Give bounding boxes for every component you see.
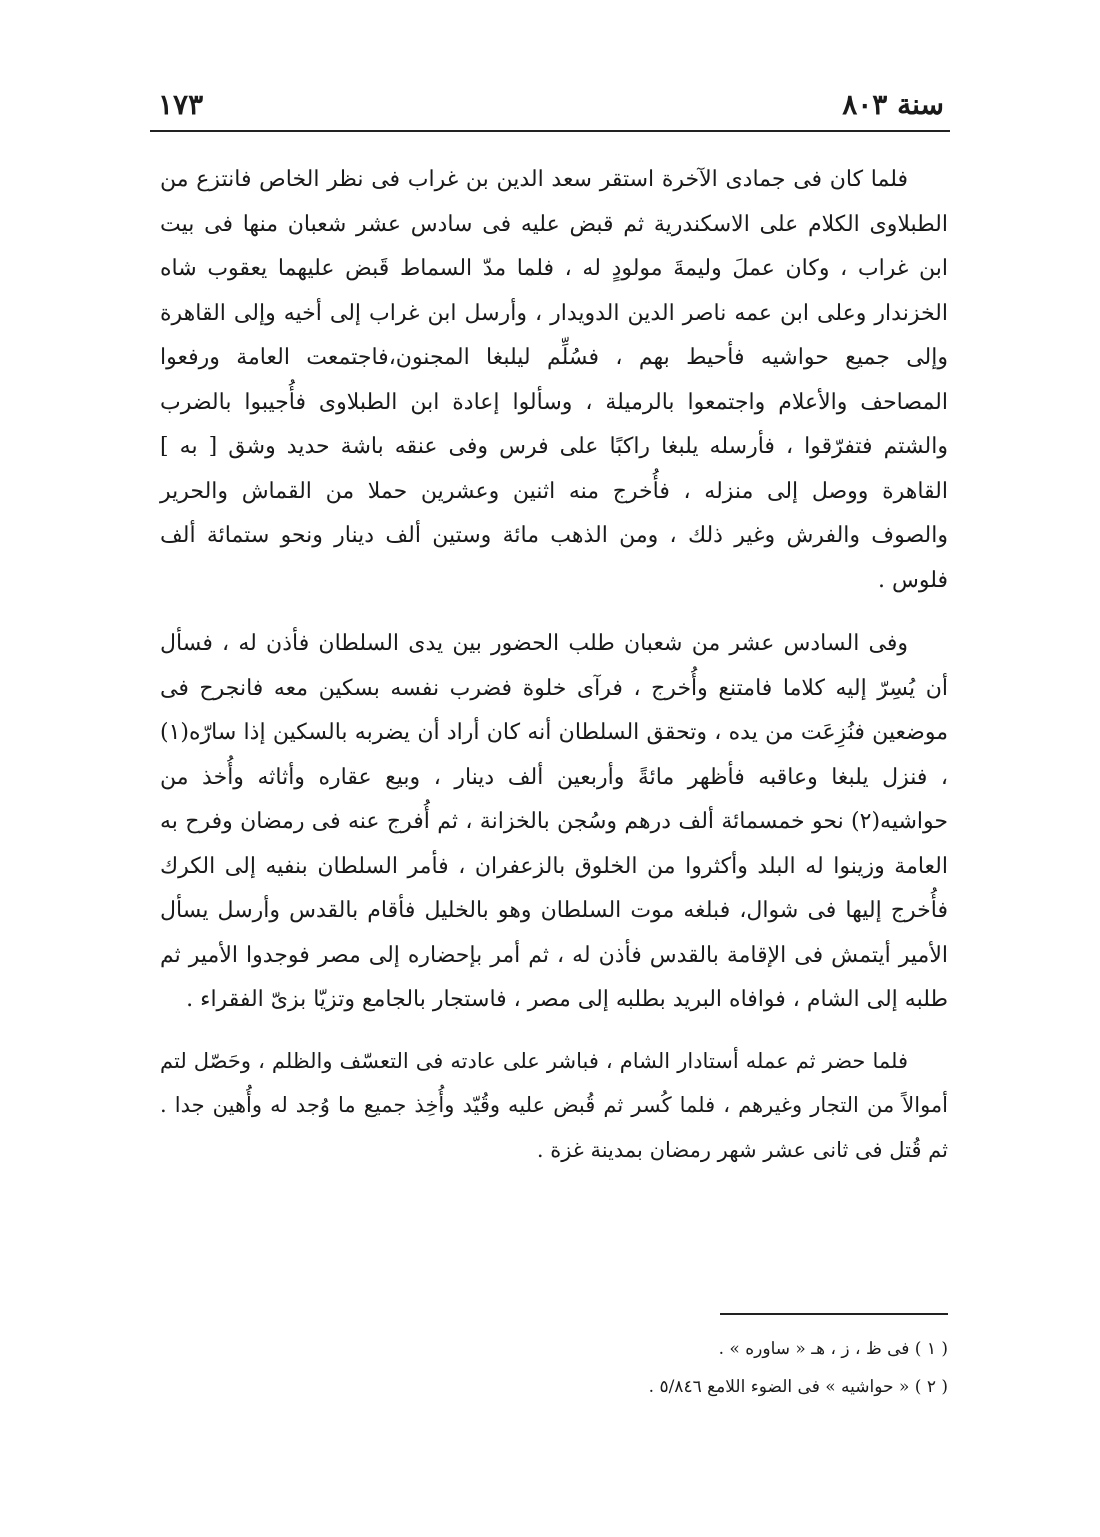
paragraph-2: وفى السادس عشر من شعبان طلب الحضور بين يدى السلطان فأذن له ، فسأل أن يُسِرّ إليه كلاما فامتنع وأُخرج ، فرآى خلوة فضرب نفسه بسكين معه فانجرح فى موضعين فنُزِعَت من يده ، وتحقق السلطان أنه كان أراد أن يضربه بالسكين إذا سارّه(١) ، فنزل يلبغا وعاقبه فأظهر مائةً وأربعين ألف دينار ، وبيع عقاره وأثاثه وأُخذ من حواشيه(٢) نحو خمسمائة ألف درهم وسُجن بالخزانة ، ثم أُفرج عنه فى رمضان وفرح به العامة وزينوا له البلد وأكثروا من الخلوق بالزعفران ، فأمر السلطان بنفيه إلى الكرك فأُخرج إليها فى شوال، فبلغه موت السلطان وهو بالخليل فأقام بالقدس وأرسل يسأل الأمير أيتمش فى الإقامة بالقدس فأذن له ، ثم أمر بإحضاره إلى مصر فوجدوا الأمير ثم طلبه إلى الشام ، فوافاه البريد بطلبه إلى مصر ، فاستجار بالجامع وتزيّا بزىّ الفقراء .: [160, 631, 948, 1012]
page-number: ١٧٣: [158, 88, 204, 121]
footnote-rule: [720, 1313, 948, 1315]
footnote-1: ( ١ ) فى ظ ، ز ، هـ « ساوره » .: [718, 1339, 948, 1359]
running-title: سنة ٨٠٣: [842, 88, 944, 121]
main-text: [160, 158, 948, 1172]
footnote-2: ( ٢ ) « حواشيه » فى الضوء اللامع ٥/٨٤٦ .: [648, 1377, 948, 1397]
paragraph-1: فلما كان فى جمادى الآخرة استقر سعد الدين بن غراب فى نظر الخاص فانتزع من الطبلاوى الكلام على الاسكندرية ثم قبض عليه فى سادس عشر شعبان منها فى بيت ابن غراب ، وكان عملَ وليمةَ مولودٍ له ، فلما مدّ السماط قَبض عليهما يعقوب شاه الخزندار وعلى ابن عمه ناصر الدين الدويدار ، وأرسل ابن غراب إلى أخيه وإلى القاهرة وإلى جميع حواشيه فأحيط بهم ، فسُلِّم ليلبغا المجنون،فاجتمعت العامة ورفعوا المصاحف والأعلام واجتمعوا بالرميلة ، وسألوا إعادة ابن الطبلاوى فأُجيبوا بالضرب والشتم فتفرّقوا ، فأرسله يلبغا راكبًا على فرس وفى عنقه باشة حديد وشق [ به ] القاهرة ووصل إلى منزله ، فأُخرج منه اثنين وعشرين حملا من القماش والحرير والصوف والفرش وغير ذلك ، ومن الذهب مائة وستين ألف دينار ونحو ستمائة ألف فلوس .: [160, 167, 948, 593]
header-rule: [150, 130, 950, 132]
paragraph-3: فلما حضر ثم عمله أستادار الشام ، فباشر على عادته فى التعسّف والظلم ، وحَصّل لتم أموالاً من التجار وغيرهم ، فلما كُسر ثم قُبض عليه وقُيّد وأُخِذ جميع ما وُجد له وأُهين جدا . ثم قُتل فى ثانى عشر شهر رمضان بمدينة غزة .: [160, 1048, 948, 1162]
footnotes: [560, 1330, 948, 1406]
running-head: [150, 82, 950, 126]
